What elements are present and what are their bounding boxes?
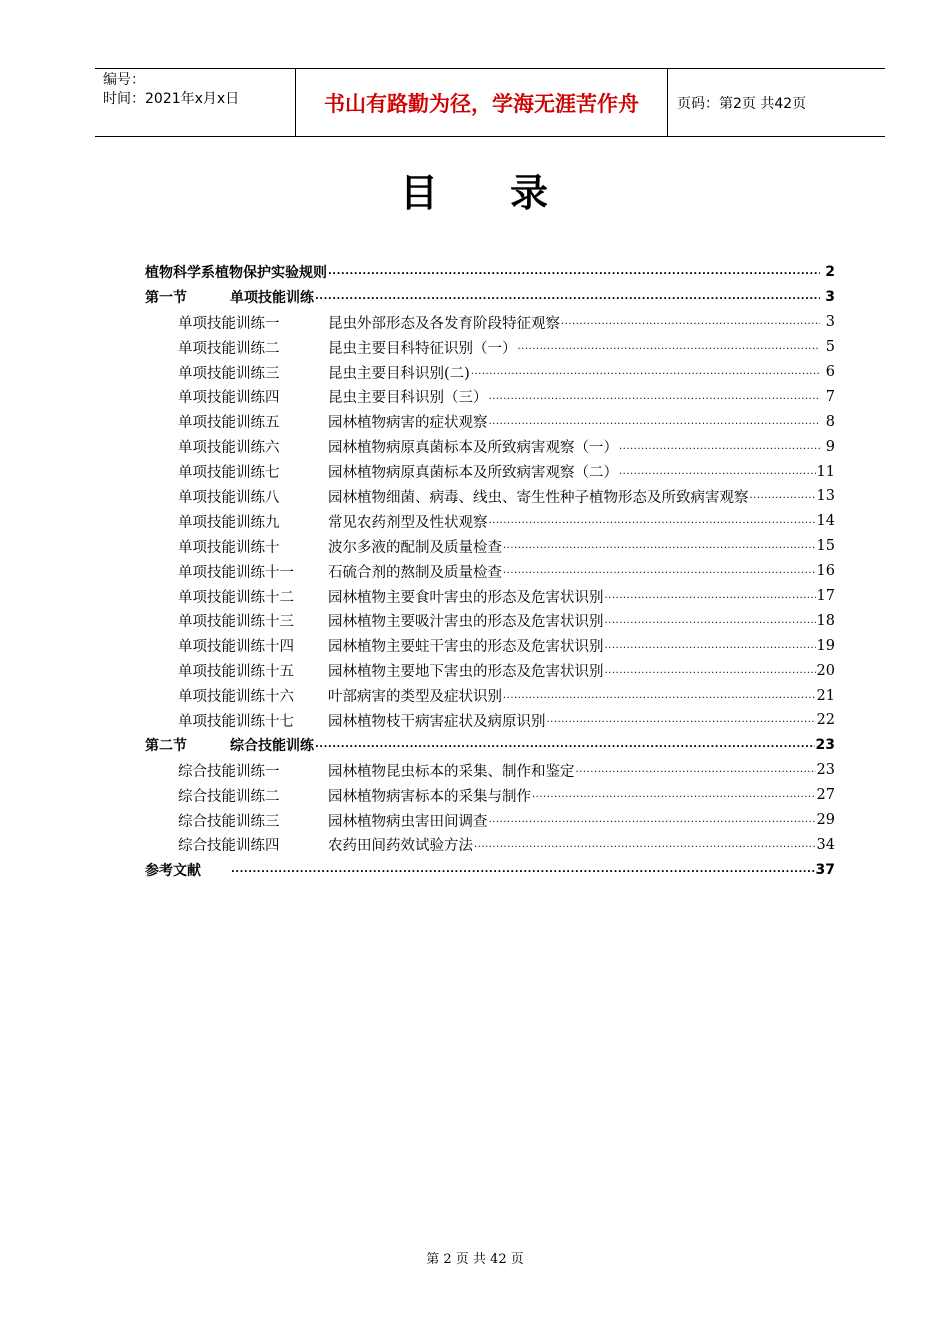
toc-leader-dots (619, 463, 816, 481)
toc-entry-page: 17 (816, 588, 835, 605)
toc-entry[interactable] (145, 509, 835, 534)
toc-leader-dots (547, 711, 816, 729)
toc-entry-title: 石硫合剂的熬制及质量检查 (328, 564, 502, 581)
toc-entry-title: 昆虫主要目科识别(二) (328, 365, 470, 382)
toc-entry-number: 单项技能训练七 (178, 465, 280, 482)
toc-leader-dots (328, 263, 820, 281)
toc-leader-dots (474, 836, 816, 854)
toc-leader-dots (489, 811, 816, 829)
toc-entry-number: 单项技能训练三 (178, 365, 280, 382)
toc-entry-title: 昆虫主要目科识别（三） (328, 390, 488, 407)
toc-entry-number: 单项技能训练九 (178, 514, 280, 531)
toc-entry-number: 单项技能训练五 (178, 415, 280, 432)
toc-entry[interactable] (145, 608, 835, 633)
toc-entry-page: 3 (825, 314, 835, 331)
title-char-right: 录 (510, 171, 551, 215)
toc-leader-dots (489, 512, 816, 530)
toc-entry-page: 20 (816, 662, 835, 679)
toc-entry-number: 参考文献 (145, 862, 201, 879)
toc-entry[interactable] (145, 708, 835, 733)
toc-entry[interactable] (145, 534, 835, 559)
toc-entry-title: 昆虫主要目科特征识别（一） (328, 340, 517, 357)
toc-entry[interactable] (145, 484, 835, 509)
toc-entry[interactable] (145, 633, 835, 658)
toc-entry[interactable] (145, 310, 835, 335)
toc-entry-page: 2 (825, 264, 835, 281)
toc-leader-dots (489, 388, 821, 406)
toc-entry-number: 综合技能训练三 (178, 813, 280, 830)
toc-entry-page: 13 (816, 488, 835, 505)
toc-entry-page: 21 (816, 687, 835, 704)
toc-entry-number: 单项技能训练十七 (178, 713, 294, 730)
toc-entry-page: 9 (825, 438, 835, 455)
toc-entry-page: 3 (825, 289, 835, 306)
toc-entry[interactable] (145, 658, 835, 683)
toc-entry-page: 5 (825, 339, 835, 356)
toc-entry[interactable] (145, 733, 835, 758)
toc-leader-dots (561, 313, 820, 331)
toc-entry[interactable] (145, 434, 835, 459)
toc-entry-page: 7 (825, 388, 835, 405)
title-char-left: 目 (399, 171, 440, 215)
toc-leader-dots (605, 612, 816, 630)
toc-leader-dots (619, 438, 820, 456)
toc-entry[interactable] (145, 857, 835, 882)
toc-entry[interactable] (145, 335, 835, 360)
toc-entry-title: 常见农药剂型及性状观察 (328, 514, 488, 531)
toc-leader-dots (518, 338, 821, 356)
toc-entry-number: 单项技能训练十四 (178, 639, 294, 656)
toc-entry-title: 园林植物主要食叶害虫的形态及危害状识别 (328, 589, 604, 606)
toc-leader-dots (315, 288, 820, 306)
toc-entry-page: 11 (816, 463, 835, 480)
toc-entry-title: 园林植物枝干病害症状及病原识别 (328, 713, 546, 730)
toc-entry-number: 单项技能训练二 (178, 340, 280, 357)
time-label: 时间：2021年x月x日 (103, 91, 240, 107)
toc-leader-dots (503, 537, 816, 555)
toc-leader-dots (750, 487, 816, 505)
toc-entry[interactable] (145, 683, 835, 708)
toc-leader-dots (503, 687, 816, 705)
toc-leader-dots (489, 413, 821, 431)
toc-entry-title: 园林植物细菌、病毒、线虫、寄生性种子植物形态及所致病害观察 (328, 489, 749, 506)
toc-leader-dots (471, 363, 820, 381)
toc-entry-number: 单项技能训练八 (178, 489, 280, 506)
toc-entry[interactable] (145, 260, 835, 285)
toc-entry-page: 6 (825, 364, 835, 380)
toc-leader-dots (231, 861, 815, 879)
header-meta (95, 69, 295, 136)
toc-entry[interactable] (145, 360, 835, 385)
toc-leader-dots (605, 637, 816, 655)
toc-entry-page: 27 (816, 787, 835, 804)
toc-entry-title: 园林植物主要蛀干害虫的形态及危害状识别 (328, 639, 604, 656)
toc-entry-number: 单项技能训练十 (178, 539, 280, 556)
toc-entry-title: 园林植物主要吸汁害虫的形态及危害状识别 (328, 614, 604, 631)
toc-entry-page: 23 (816, 762, 835, 779)
toc-entry[interactable] (145, 584, 835, 609)
toc-entry-title: 叶部病害的类型及症状识别 (328, 689, 502, 706)
header-motto-cell (295, 69, 668, 136)
toc-entry[interactable] (145, 832, 835, 857)
toc-entry-page: 34 (816, 836, 835, 853)
header-page-label: 页码：第2页 共42页 (677, 95, 807, 112)
toc-entry-title: 单项技能训练 (230, 290, 314, 307)
toc-entry-title: 园林植物病原真菌标本及所致病害观察（二） (328, 465, 618, 482)
toc-entry-page: 37 (815, 861, 835, 878)
toc-entry-page: 18 (816, 612, 835, 629)
toc-entry[interactable] (145, 758, 835, 783)
toc-entry[interactable] (145, 409, 835, 434)
toc-entry-number: 综合技能训练一 (178, 763, 280, 780)
toc-entry-title: 综合技能训练 (230, 738, 314, 755)
toc-entry-title: 园林植物病虫害田间调查 (328, 813, 488, 830)
toc-entry-title: 农药田间药效试验方法 (328, 838, 473, 855)
toc-entry-number: 综合技能训练二 (178, 788, 280, 805)
toc-entry-title: 园林植物病害标本的采集与制作 (328, 788, 531, 805)
toc-leader-dots (503, 562, 816, 580)
toc-entry-page: 8 (825, 413, 835, 430)
toc-entry-page: 16 (816, 563, 835, 580)
toc-entry-number: 单项技能训练十二 (178, 589, 294, 606)
toc-entry-page: 23 (815, 737, 835, 754)
toc-entry-title: 波尔多液的配制及质量检查 (328, 539, 502, 556)
toc-entry-number: 单项技能训练六 (178, 440, 280, 457)
header-page-cell (668, 69, 885, 136)
toc-entry-title: 园林植物病原真菌标本及所致病害观察（一） (328, 440, 618, 457)
toc-entry-number: 单项技能训练十三 (178, 614, 294, 631)
toc-entry[interactable] (145, 783, 835, 808)
toc-leader-dots (315, 736, 815, 754)
toc-entry-number: 第二节 (145, 738, 187, 755)
toc-entry-number: 综合技能训练四 (178, 838, 280, 855)
toc-entry[interactable] (145, 808, 835, 833)
table-of-contents (145, 260, 835, 882)
toc-leader-dots (532, 786, 816, 804)
code-label: 编号： (103, 72, 145, 88)
toc-entry[interactable] (145, 459, 835, 484)
toc-entry-page: 15 (816, 538, 835, 555)
toc-entry-title: 昆虫外部形态及各发育阶段特征观察 (328, 315, 560, 332)
toc-entry-page: 29 (816, 812, 835, 829)
toc-leader-dots (576, 761, 816, 779)
page-footer: 第 2 页 共 42 页 (426, 1252, 524, 1267)
toc-entry-title: 植物科学系植物保护实验规则 (145, 265, 327, 282)
toc-entry-number: 单项技能训练一 (178, 315, 280, 332)
toc-leader-dots (605, 587, 816, 605)
toc-entry-number: 单项技能训练十六 (178, 689, 294, 706)
toc-entry-page: 19 (816, 637, 835, 654)
header-motto: 书山有路勤为径，学海无涯苦作舟 (324, 91, 639, 116)
toc-entry-page: 14 (816, 513, 835, 530)
toc-entry-title: 园林植物主要地下害虫的形态及危害状识别 (328, 664, 604, 681)
toc-entry-number: 单项技能训练十五 (178, 664, 294, 681)
toc-entry-title: 园林植物病害的症状观察 (328, 415, 488, 432)
toc-entry[interactable] (145, 559, 835, 584)
toc-entry[interactable] (145, 285, 835, 310)
toc-entry-number: 单项技能训练十一 (178, 564, 294, 581)
toc-entry-number: 第一节 (145, 290, 187, 307)
toc-entry-title: 园林植物昆虫标本的采集、制作和鉴定 (328, 763, 575, 780)
page-title (0, 162, 950, 217)
page-header (95, 68, 885, 137)
toc-entry-page: 22 (816, 712, 835, 729)
toc-entry-number: 单项技能训练四 (178, 390, 280, 407)
toc-entry[interactable] (145, 384, 835, 409)
toc-leader-dots (605, 662, 816, 680)
